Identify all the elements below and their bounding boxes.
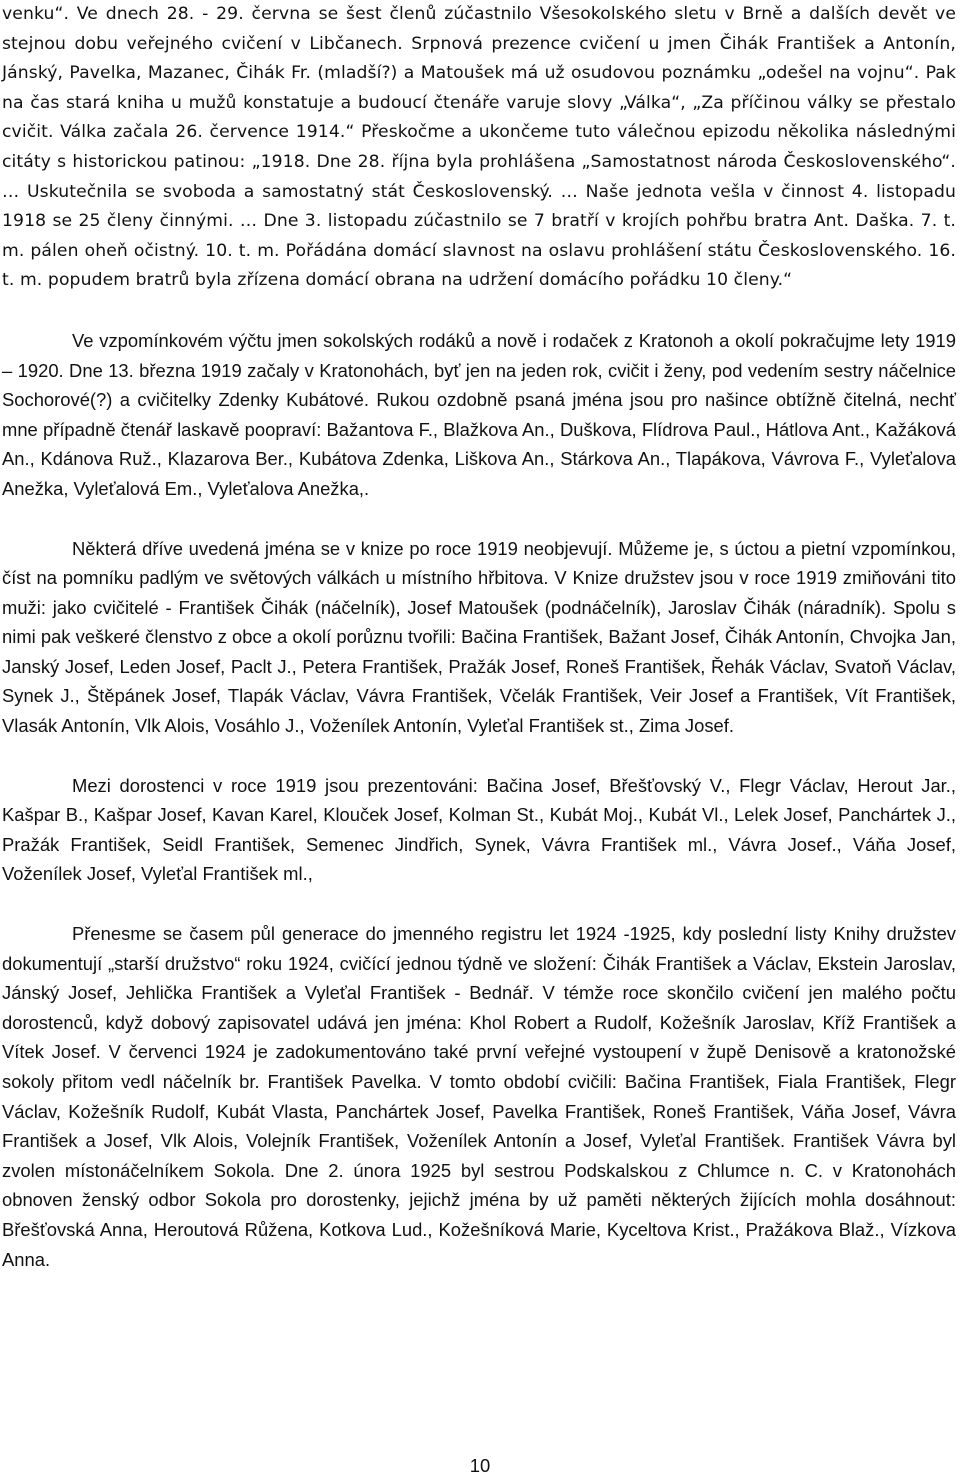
paragraph-men-1919: Některá dříve uvedená jména se v knize po roce 1919 neobjevují. Můžeme je, s úctou a pietní vzpomínkou, číst na pomníku padlým ve světových válkách u místního hřbitova. V Knize družstev jsou v roce 1919 zmiňováni tito muži: jako cvičitelé - František Čihák (náčelník), Josef Matoušek (podnáčelník), Jaroslav Čihák (náradník). Spolu s nimi pak veškeré členstvo z obce a okolí porůznu tvořili: Bačina František, Bažant Josef, Čihák Antonín, Chvojka Jan, Janský Josef, Leden Josef, Paclt J., Petera František, Pražák Josef, Roneš František, Řehák Václav, Svatoň Václav, Synek J., Štěpánek Josef, Tlapák Václav, Vávra František, Včelák František, Veir Josef a František, Vít František, Vlasák Antonín, Vlk Alois, Vosáhlo J., Voženílek Antonín, Vyleťal František st., Zima Josef. — [2, 537, 956, 737]
page-number: 10 — [469, 1455, 491, 1476]
paragraph-women-1919: Ve vzpomínkovém výčtu jmen sokolských rodáků a nově i rodaček z Kratonoh a okolí pokračujme lety 1919 – 1920. Dne 13. března 1919 začaly v Kratonohách, byť jen na jeden rok, cvičit i ženy, pod vedením sestry náčelnice Sochorové(?) a cvičitelky Zdenky Kubátové. Rukou ozdobně psaná jména jsou pro našince obtížně čitelná, nechť mne případně čtenář laskavě poopraví: Bažantova F., Blažkova An., Duškova, Flídrova Paul., Hátlova Ant., Kažáková An., Kdánova Ruž., Klazarova Ber., Kubátova Zdenka, Liškova An., Stárkova An., Tlapákova, Vávrova F., Vyleťalova Anežka, Vyleťalová Em., Vyleťalova Anežka,. — [2, 329, 956, 499]
paragraph-youth-1919: Mezi dorostenci v roce 1919 jsou prezentováni: Bačina Josef, Břešťovský V., Flegr Václav, Herout Jar., Kašpar B., Kašpar Josef, Kavan Karel, Klouček Josef, Kolman St., Kubát Moj., Kubát Vl., Lelek Josef, Panchártek J., Pražák František, Seidl František, Semenec Jindřich, Synek, Vávra František ml., Vávra Josef., Váňa Josef, Voženílek Josef, Vyleťal František ml., — [2, 774, 956, 885]
paragraph-1924-1925: Přenesme se časem půl generace do jmenného registru let 1924 -1925, kdy poslední listy Knihy družstev dokumentují „starší družstvo“ roku 1924, cvičící jednou týdně ve složení: Čihák František a Václav, Ekstein Jaroslav, Jánský Josef, Jehlička František a Vyleťal František - Bednář. V témže roce skončilo cvičení jen malého počtu dorostenců, když dobový zapisovatel udává jen jména: Khol Robert a Rudolf, Kožešník Jaroslav, Kříž František a Vítek Josef. V červenci 1924 je zadokumentováno také první veřejné vystoupení v župě Denisově a kratonožské sokoly přitom vedl náčelník br. František Pavelka. V tomto období cvičili: Bačina František, Fiala František, Flegr Václav, Kožešník Rudolf, Kubát Vlasta, Panchártek Josef, Pavelka František, Roneš František, Váňa Josef, Vávra František a Josef, Vlk Alois, Volejník František, Voženílek Antonín a Josef, Vyleťal František. František Vávra byl zvolen místonáčelníkem Sokola. Dne 2. února 1925 byl sestrou Podskalskou z Chlumce n. C. v Kratonohách obnoven ženský odbor Sokola pro dorostenky, jejichž jména by už paměti některých žijících mohla dosáhnout: Břešťovská Anna, Heroutová Růžena, Kotkova Lud., Kožešníková Marie, Kyceltova Krist., Pražákova Blaž., Vízkova Anna. — [2, 923, 956, 1270]
paragraph-war-years: venku“. Ve dnech 28. - 29. června se šest členů zúčastnilo Všesokolského sletu v Brně a dalších devět ve stejnou dobu veřejného cvičení v Libčanech. Srpnová prezence cvičení u jmen Čihák František a Antonín, Jánský, Pavelka, Mazanec, Čihák Fr. (mladší?) a Matoušek má už osudovou poznámku „odešel na vojnu“. Pak na čas stará kniha u mužů konstatuje a budoucí čtenáře varuje slovy „Válka“, „Za příčinou války se přestalo cvičit. Válka začala 26. července 1914.“ Přeskočme a ukončeme tuto válečnou epizodu několika následnými citáty s historickou patinou: „1918. Dne 28. října byla prohlášena „Samostatnost národa Československého“. … Uskutečnila se svoboda a samostatný stát Československý. … Naše jednota vešla v činnost 4. listopadu 1918 se 25 členy činnými. … Dne 3. listopadu zúčastnilo se 7 bratří v krojích pohřbu bratra Ant. Daška. 7. t. m. pálen oheň očistný. 10. t. m. Pořádána domácí slavnost na oslavu prohlášení státu Československého. 16. t. m. popudem bratrů byla zřízena domácí obrana na udržení domácího pořádku 10 členy.“ — [2, 4, 956, 291]
document-page — [2, 0, 956, 1274]
